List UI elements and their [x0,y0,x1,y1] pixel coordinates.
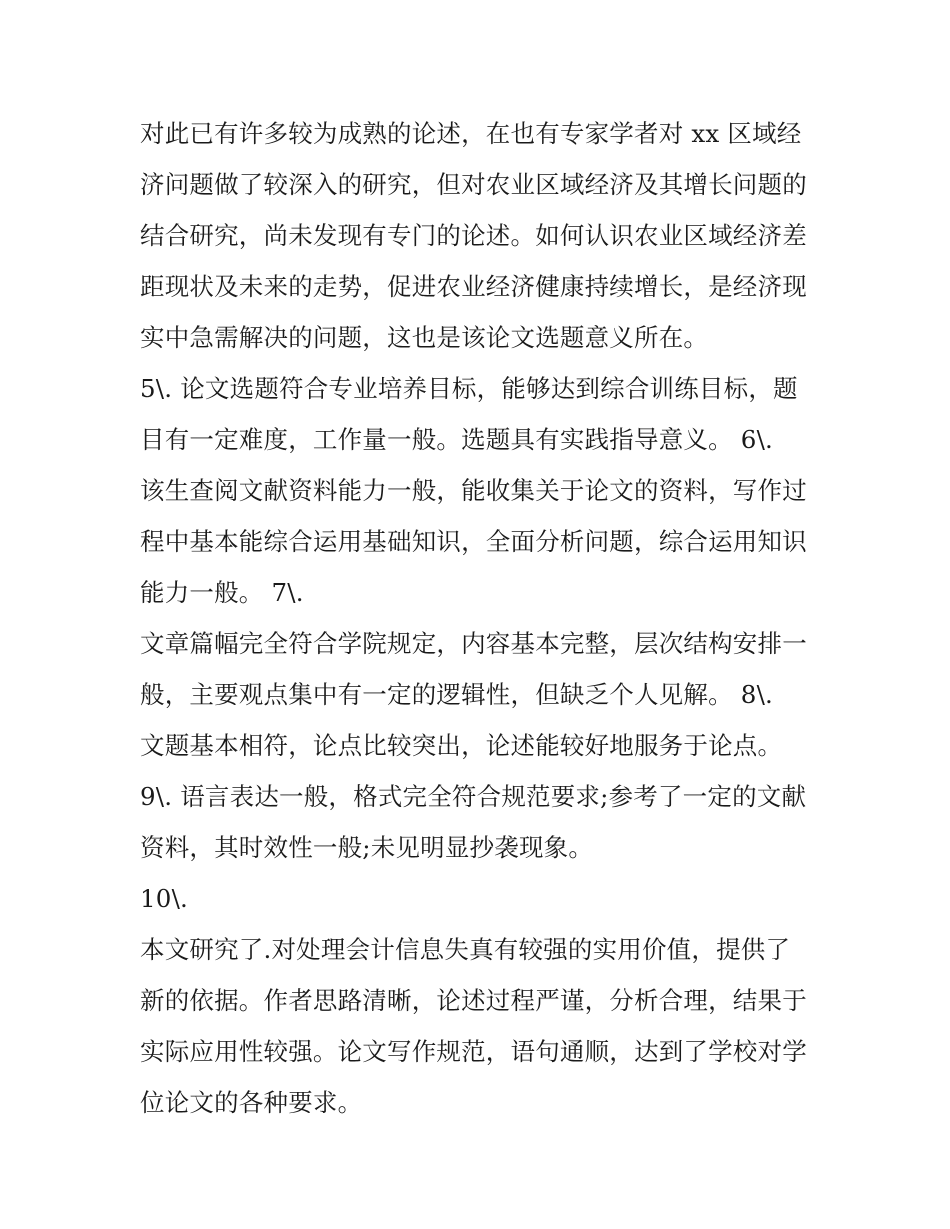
text-line: 10\. [140,884,189,913]
text-line: 本文研究了.对处理会计信息失真有较强的实用价值，提供了 [140,935,791,964]
text-line: 目有一定难度，工作量一般。选题具有实践指导意义。 6\. [140,425,774,454]
text-line: 能力一般。 7\. [140,578,304,607]
text-line: 实际应用性较强。论文写作规范，语句通顺，达到了学校对学 [140,1037,807,1066]
text-line: 该生查阅文献资料能力一般，能收集关于论文的资料，写作过 [140,476,807,505]
text-line: 实中急需解决的问题，这也是该论文选题意义所在。 [140,323,709,352]
text-line: 文题基本相符，论点比较突出，论述能较好地服务于论点。 [140,731,783,760]
text-line: 9\. 语言表达一般，格式完全符合规范要求;参考了一定的文献 [140,782,807,811]
text-line: 5\. 论文选题符合专业培养目标，能够达到综合训练目标，题 [140,374,798,403]
text-line: 位论文的各种要求。 [140,1088,363,1117]
text-line: 济问题做了较深入的研究，但对农业区域经济及其增长问题的 [140,170,807,199]
text-line: 文章篇幅完全符合学院规定，内容基本完整，层次结构安排一 [140,629,807,658]
text-line: 新的依据。作者思路清晰，论述过程严谨，分析合理，结果于 [140,986,807,1015]
document-body [140,108,830,1128]
text-line: 般，主要观点集中有一定的逻辑性，但缺乏个人见解。 8\. [140,680,774,709]
text-line: 程中基本能综合运用基础知识，全面分析问题，综合运用知识 [140,527,807,556]
text-line: 结合研究，尚未发现有专门的论述。如何认识农业区域经济差 [140,221,807,250]
text-line: 资料，其时效性一般;未见明显抄袭现象。 [140,833,594,862]
text-line: 距现状及未来的走势，促进农业经济健康持续增长，是经济现 [140,272,807,301]
text-line: 对此已有许多较为成熟的论述，在也有专家学者对 xx 区域经 [140,119,802,148]
